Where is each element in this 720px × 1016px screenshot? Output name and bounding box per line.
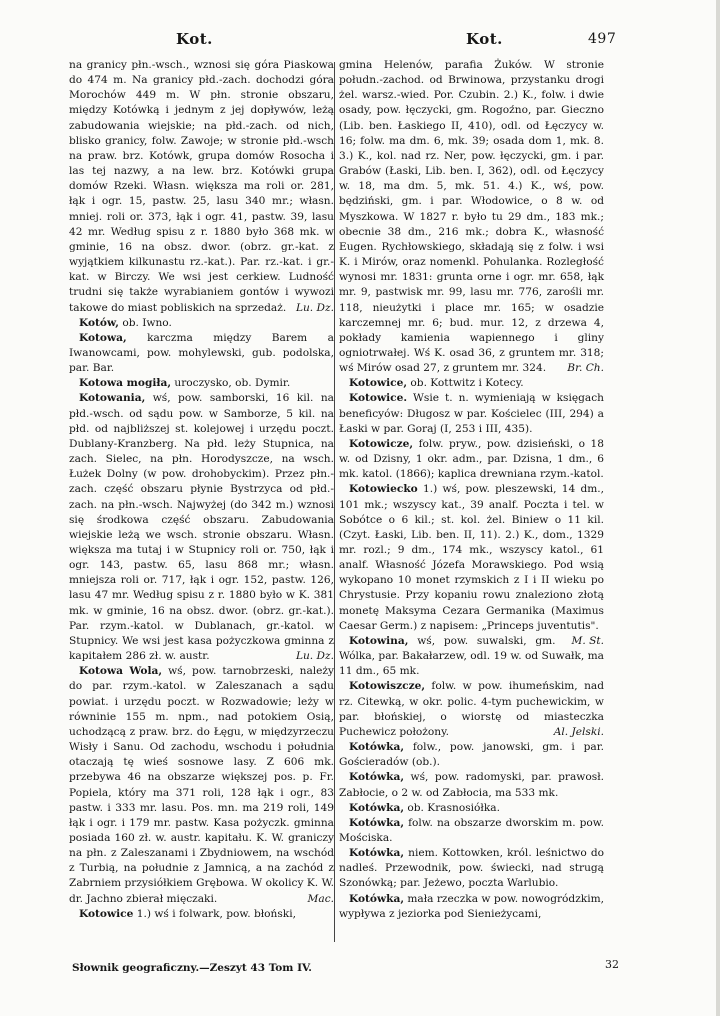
dictionary-entry xyxy=(339,376,604,391)
entry-headword: Kotowania, xyxy=(79,392,146,405)
entry-text: folw., pow. janowski, gm. i par. Gościeradów (ob.). xyxy=(339,741,604,769)
entry-text: gmina Helenów, parafia Żuków. W stronie połudn.-zachod. od Brwinowa, przystanku drogi żel. warsz.-wied. Por. Czubin. 2.) K., folw. i dwie osady, pow. łęczycki, gm. Rogoźno, par. Gieczno (Lib. ben. Łaskiego II, 410), odl. od Łęczycy w. 16; folw. ma dm. 6, mk. 39; osada dom 1, mk. 8. 3.) K., kol. nad rz. Ner, pow. łęczycki, gm. i par. Grabów (Łaski, Lib. ben. I, 362), odl. od Łęczycy w. 18, ma dm. 5, mk. 51. 4.) K., wś, pow. będziński, gm. i par. Włodowice, o 8 w. od Myszkowa. W 1827 r. było tu 29 dm., 183 mk.; obecnie 38 dm., 216 mk.; dobra K., własność Eugen. Rychłowskiego, składają się z folw. i wsi K. i Mirów, oraz nomenkl. Pohulanka. Rozległość wynosi mr. 1831: grunta orne i ogr. mr. 658, łąk mr. 9, pastwisk mr. 99, lasu mr. 776, zarośli mr. 118, nieużytki i place mr. 165; w osadzie karczemnej mr. 6; bud. mur. 12, z drzewa 4, pokłady kamienia wapiennego i gliny ogniotrwałej. Wś K. osad 36, z gruntem mr. 318; wś Mirów osad 27, z gruntem mr. 324. xyxy=(339,59,604,375)
entry-headword: Kotowiecko xyxy=(349,483,418,496)
author-signature: Al. Jelski. xyxy=(553,725,604,738)
author-signature: Br. Ch. xyxy=(567,362,604,375)
entry-text: wś, pow. tarnobrzeski, należy do par. rzym.-katol. w Zaleszanach a sądu powiat. i urzędu poczt. w Rozwadowie; leży w równinie 155 m. npm., nad potokiem Osią, uchodzącą z praw. brz. do Łęgu, w międzyrzeczu Wisły i Sanu. Od zachodu, wschodu i południa otaczają tę wieś sosnowe lasy. Z 606 mk. przebywa 46 na obszarze większej pos. p. Fr. Popiela, który ma 371 roli, 128 łąk i ogr., 83 pastw. i 333 mr. lasu. Pos. mn. ma 219 roli, 149 łąk i ogr. i 179 mr. pastw. Kasa pożyczk. gminna posiada 160 zł. w. austr. kapitału. K. W. graniczy na płn. z Zaleszanami i Zbydniowem, na wschód z Turbią, na południe z Jamnicą, a na zachód z Zabrniem przysiółkiem Grębowa. W okolicy K. W. dr. Jachno zbierał mięczaki. xyxy=(69,665,334,905)
entry-text: uroczysko, ob. Dymir. xyxy=(174,377,291,390)
left-column xyxy=(69,58,334,922)
dictionary-entry xyxy=(339,679,604,740)
entry-headword: Kotowice xyxy=(79,907,134,920)
entry-headword: Kotowice, xyxy=(349,377,408,390)
entry-headword: Kotowina, xyxy=(349,634,409,647)
entry-text: folw. w pow. ihumeńskim, nad rz. Citewką, w okr. polic. 4-tym puchewickim, w par. błońskiej, o wiorstę od miasteczka Puchewicz położony. xyxy=(339,680,604,738)
dictionary-entry xyxy=(69,376,334,391)
entry-headword: Kotowa Wola, xyxy=(79,665,163,678)
dictionary-entry xyxy=(69,58,334,316)
entry-headword: Kotówka, xyxy=(349,892,405,905)
dictionary-entry xyxy=(339,770,604,800)
entry-text: ob. Kottwitz i Kotecy. xyxy=(410,377,524,390)
page-edge xyxy=(716,0,720,1016)
entry-text: na granicy płn.-wsch., wznosi się góra Piaskowa do 474 m. Na granicy płd.-zach. dochodzi góra Morochów 449 m. W płn. stronie obszaru, między Kotówką i jednym z jej dopływów, leżą zabudowania wiejskie; na płd.-zach. od nich, blisko granicy, folw. Zawoje; w stronie płd.-wsch na praw. brz. Kotówk, grupa domów Rosocha i las tej nazwy, a na lew. brz. Kotówki grupa domów Rzeki. Własn. większa ma roli or. 281, łąk i ogr. 15, pastw. 25, lasu 340 mr.; własn. mniej. roli or. 373, łąk i ogr. 41, pastw. 39, lasu 42 mr. Według spisu z r. 1880 było 368 mk. w gminie, 16 na obsz. dwor. (obrz. gr.-kat. z wyjątkiem kilkunastu rz.-kat.). Par. rz.-kat. i gr.-kat. w Birczy. We wsi jest cerkiew. Ludność trudni się także wyrabianiem gontów i wywozi takowe do miast pobliskich na sprzedaż. xyxy=(69,59,334,314)
dictionary-entry xyxy=(339,801,604,816)
entry-headword: Kotówka, xyxy=(349,741,405,754)
entry-headword: Kotowa, xyxy=(79,331,127,344)
dictionary-entry xyxy=(339,391,604,436)
entry-headword: Kotów, xyxy=(79,316,119,329)
entry-text: wś, pow. radomyski, par. prawosł. Zabłocie, o 2 w. od Zabłocia, ma 533 mk. xyxy=(339,771,604,799)
dictionary-entry xyxy=(339,437,604,482)
dictionary-entry xyxy=(69,907,334,922)
entry-text: Wsie t. n. wymieniają w księgach beneficyów: Długosz w par. Kościelec (III, 294) a Łaski w par. Goraj (I, 253 i III, 435). xyxy=(339,392,605,435)
entry-text: niem. Kottowken, król. leśnictwo do nadleś. Przewodnik, pow. świecki, nad strugą Szonówką; par. Jeżewo, poczta Warlubio. xyxy=(339,847,604,890)
page-number: 497 xyxy=(588,31,617,47)
entry-text: 1.) wś i folwark, pow. błoński, xyxy=(136,907,296,920)
dictionary-entry xyxy=(339,816,604,846)
author-signature: Mac. xyxy=(307,892,334,905)
entry-headword: Kotowiszcze, xyxy=(349,680,426,693)
entry-headword: Kotówka, xyxy=(349,816,405,829)
entry-text: folw. na obszarze dworskim m. pow. Mościska. xyxy=(339,816,604,844)
entry-headword: Kotowa mogiła, xyxy=(79,377,172,390)
author-signature: Lu. Dz. xyxy=(295,650,334,663)
entry-text: folw. pryw., pow. dzisieński, o 18 w. od Dzisny, 1 okr. adm., par. Dzisna, 1 dm., 6 mk. katol. (1866); kaplica drewniana rzym.-katol. xyxy=(339,437,604,481)
entry-headword: Kotówka, xyxy=(349,771,405,784)
author-signature: M. St. xyxy=(571,634,604,647)
dictionary-entry xyxy=(339,846,604,891)
dictionary-entry xyxy=(69,391,334,664)
printer-signature: 32 xyxy=(605,958,619,971)
entry-text: wś, pow. suwalski, gm. Wólka, par. Bakałarzew, odl. 19 w. od Suwałk, ma 11 dm., 65 mk. xyxy=(339,634,604,678)
right-column xyxy=(339,58,604,922)
entry-text: mała rzeczka w pow. nowogródzkim, wypływa z jeziorka pod Sienieżycami, xyxy=(339,892,604,920)
footer-publication: Słownik geograficzny.—Zeszyt 43 Tom IV. xyxy=(72,962,312,974)
dictionary-entry xyxy=(69,316,334,331)
entry-headword: Kotowicze, xyxy=(349,437,414,450)
entry-text: ob. Iwno. xyxy=(122,316,172,329)
dictionary-entry xyxy=(69,664,334,907)
running-head-left: Kot. xyxy=(176,30,213,48)
entry-text: karczma między Barem a Iwanowcami, pow. mohylewski, gub. podolska, par. Bar. xyxy=(69,331,334,375)
entry-headword: Kotowice. xyxy=(349,392,408,405)
dictionary-entry xyxy=(69,331,334,376)
entry-text: ob. Krasnosiółka. xyxy=(407,801,500,814)
entry-text: wś, pow. samborski, 16 kil. na płd.-wsch. od sądu pow. w Samborze, 5 kil. na płd. od najbliższej st. kolejowej i urzędu poczt. Dublany-Kranzberg. Na płd. leży Stupnica, na zach. Sielec, na płn. Horodyszcze, na wsch. Łużek Dolny (w pow. drohobyckim). Przez płn.-zach. część obszaru płynie Bystrzyca od płd.-zach. na płn.-wsch. Najwyżej (do 342 m.) wznosi się środkowa część obszaru. Zabudowania wiejskie leżą we wsch. stronie obszaru. Własn. większa ma tutaj i w Stupnicy roli or. 750, łąk i ogr. 143, pastw. 65, lasu 868 mr.; własn. mniejsza roli or. 717, łąk i ogr. 152, pastw. 126, lasu 47 mr. Według spisu z r. 1880 było w K. 381 mk. w gminie, 16 na obsz. dwor. (obrz. gr.-kat.). Par. rzym.-katol. w Dublanach, gr.-katol. w Stupnicy. We wsi jest kasa pożyczkowa gminna z kapitałem 286 zł. w. austr. xyxy=(69,392,334,663)
running-head-right: Kot. xyxy=(466,30,503,48)
dictionary-entry xyxy=(339,892,604,922)
author-signature: Lu. Dz. xyxy=(295,301,334,314)
dictionary-entry xyxy=(339,58,604,376)
column-divider xyxy=(334,62,335,942)
entry-text: 1.) wś, pow. pleszewski, 14 dm., 101 mk.; wszyscy kat., 39 analf. Poczta i tel. w Sobótce o 6 kil.; st. kol. żel. Biniew o 11 kil. (Czyt. Łaski, Lib. ben. II, 11). 2.) K., dom., 1329 mr. rozl.; 9 dm., 174 mk., wszyscy katol., 61 analf. Własność Józefa Morawskiego. Pod wsią wykopano 10 monet rzymskich z I i II wieku po Chrystusie. Przy kopaniu rowu znaleziono złotą monetę Maksyma Cezara Germanika (Maximus Caesar Germ.) z napisem: „Princeps juventutis". xyxy=(339,483,605,632)
entry-headword: Kotówka, xyxy=(349,801,405,814)
dictionary-entry xyxy=(339,740,604,770)
entry-headword: Kotówka, xyxy=(349,847,405,860)
